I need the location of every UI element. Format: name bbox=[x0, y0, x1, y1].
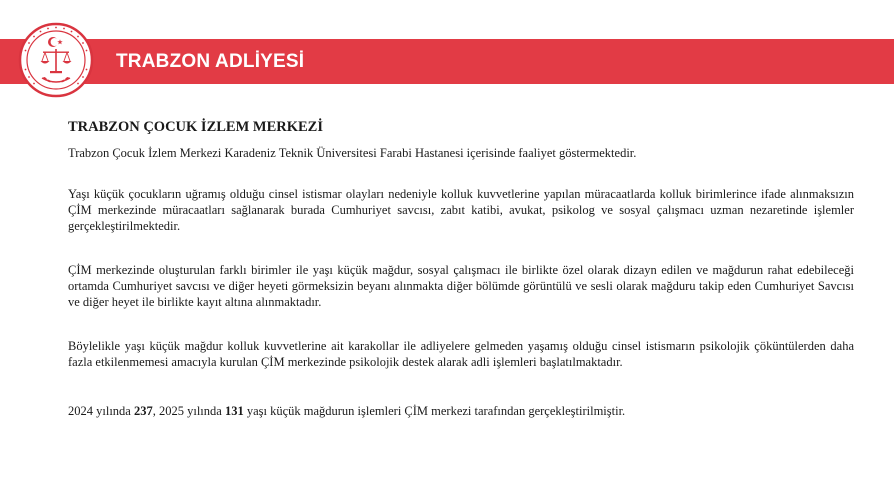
document-body bbox=[68, 119, 854, 419]
stats-text-1: 2024 yılında bbox=[68, 404, 134, 418]
page-title: TRABZON ADLİYESİ bbox=[116, 51, 305, 72]
paragraph-statistics bbox=[68, 403, 854, 419]
stats-count-2024: 237 bbox=[133, 404, 153, 418]
paragraph-location: Trabzon Çocuk İzlem Merkezi Karadeniz Teknik Üniversitesi Farabi Hastanesi içerisinde faaliyet göstermektedir. bbox=[68, 146, 637, 160]
paragraph-purpose: Böylelikle yaşı küçük mağdur kolluk kuvvetlerine ait karakollar ile adliyelere gelmeden yaşamış olduğu cinsel istismarın psikolojik çöküntülerden daha fazla etkilenmemesi amacıyla kurulan ÇİM merkezinde psikolojik destek alarak adli işlemleri başlatılmaktadır. bbox=[68, 339, 854, 369]
stats-count-2025: 131 bbox=[224, 404, 244, 418]
section-heading: TRABZON ÇOCUK İZLEM MERKEZİ bbox=[68, 119, 323, 135]
header-banner bbox=[0, 39, 894, 84]
stats-text-2: , 2025 yılında bbox=[152, 404, 225, 418]
paragraph-units: ÇİM merkezinde oluşturulan farklı birimler ile yaşı küçük mağdur, sosyal çalışmacı ile birlikte özel olarak dizayn edilen ve mağdurun rahat edebileceği ortamda Cumhuriyet savcısı ve diğer heyeti görmeksizin beyanı alınmakta diğer bölümde görüntülü ve sesli olarak mağduru takip eden Cumhuriyet Savcısı ve diğer heyet ile birlikte kayıt altına alınmaktadır. bbox=[68, 263, 854, 309]
justice-scales-seal-icon bbox=[18, 22, 94, 98]
stats-text-3: yaşı küçük mağdurun işlemleri ÇİM merkezi tarafından gerçekleştirilmiştir. bbox=[243, 404, 626, 418]
paragraph-procedure: Yaşı küçük çocukların uğramış olduğu cinsel istismar olayları nedeniyle kolluk kuvvetlerine yapılan müracaatlarda kolluk birimlerince ifade alınmaksızın ÇİM merkezinde müracaatları sağlanarak burada Cumhuriyet savcısı, zabıt katibi, avukat, psikolog ve sosyal çalışmacı uzman nezaretinde işlemler gerçekleştirilmektedir. bbox=[68, 187, 854, 233]
